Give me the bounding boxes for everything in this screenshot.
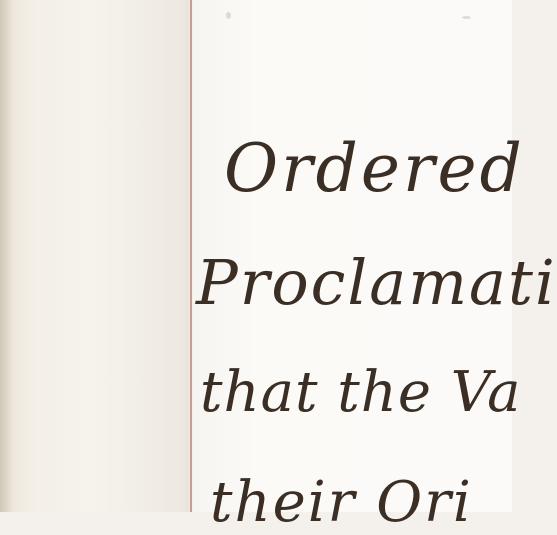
handwritten-line-4: their Ori (210, 470, 473, 535)
handwritten-line-2: Proclamati (196, 246, 557, 319)
paper-speck (226, 12, 231, 19)
binding-gutter-shadow (0, 0, 14, 512)
handwritten-line-1: Ordered (224, 130, 525, 207)
handwritten-line-3: that the Va (200, 360, 522, 425)
margin-rule (190, 0, 192, 512)
paper-speck (462, 16, 471, 19)
